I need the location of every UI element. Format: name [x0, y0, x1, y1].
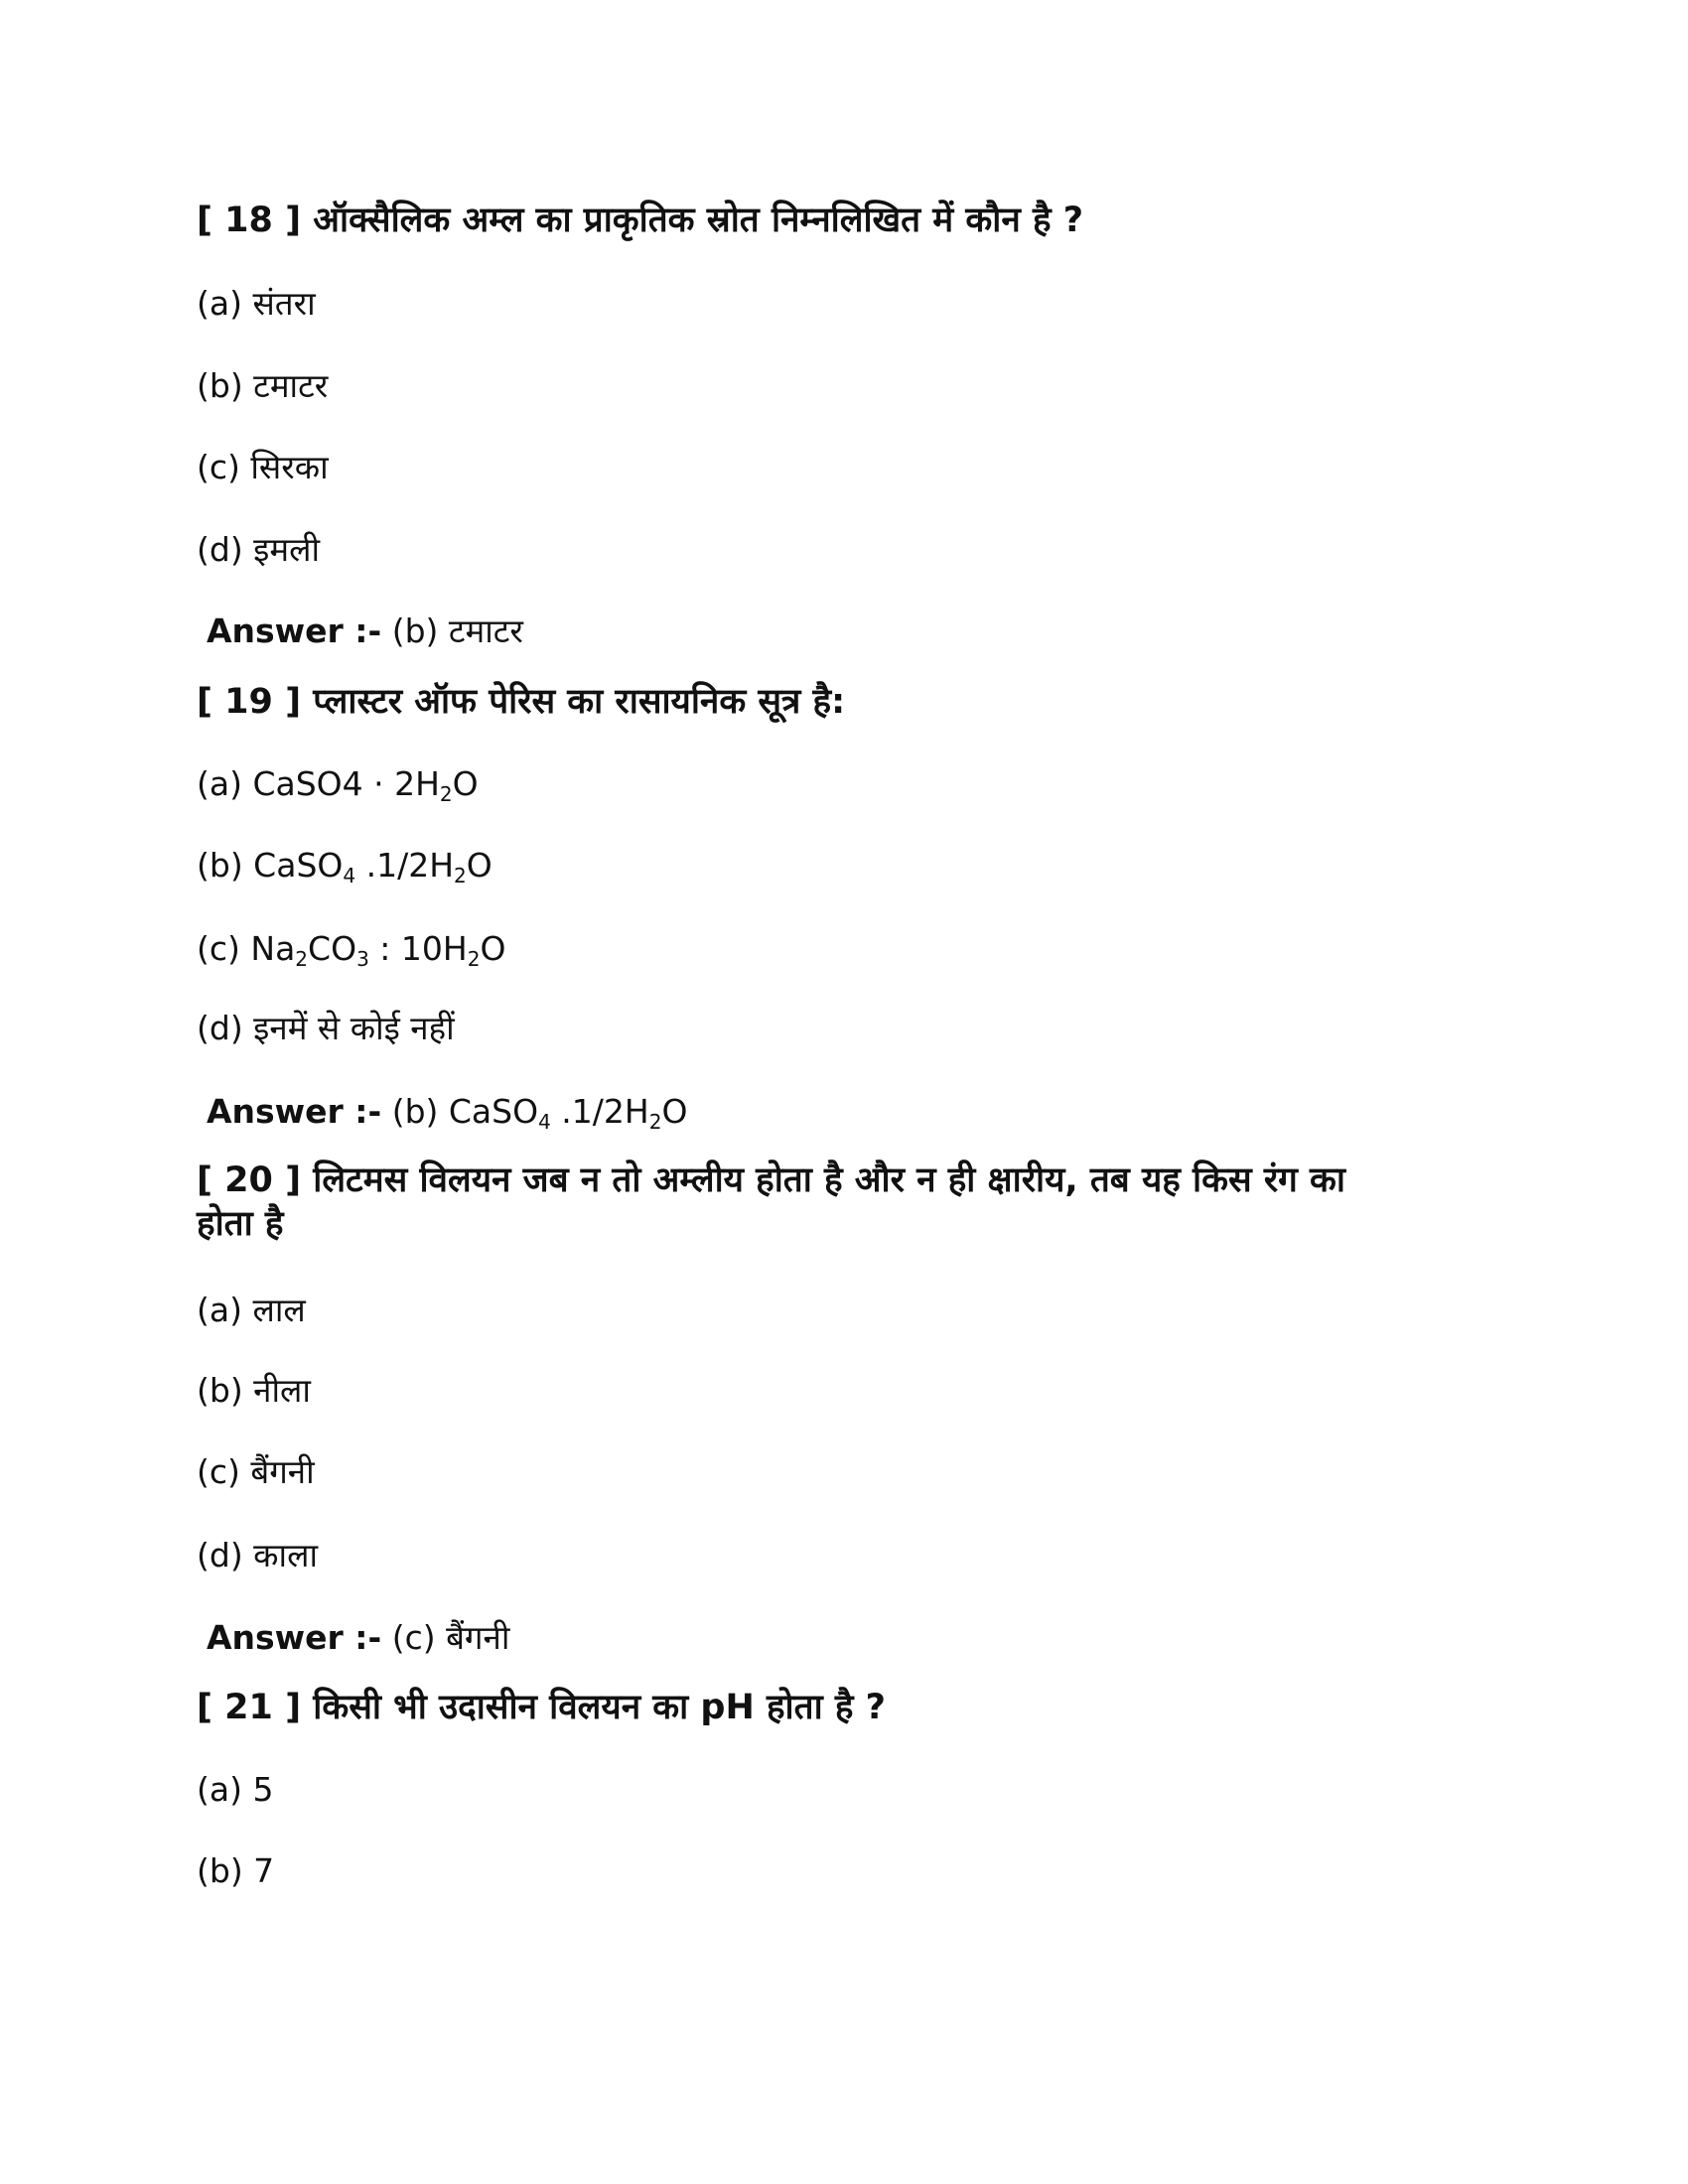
- question-number: [ 19 ]: [197, 682, 302, 722]
- option-a: (a) लाल: [197, 1291, 306, 1329]
- answer-text: (b) टमाटर: [391, 612, 523, 650]
- formula-part: (a) CaSO4 · 2H: [197, 764, 440, 803]
- subscript: 4: [343, 864, 356, 887]
- answer-label: Answer :-: [207, 1092, 382, 1131]
- formula-part: (b) CaSO: [391, 1092, 539, 1131]
- answer-text: (c) बैंगनी: [391, 1618, 510, 1657]
- option-b: [197, 844, 492, 887]
- formula-part: O: [480, 929, 506, 968]
- question-20-heading: [197, 1159, 1345, 1202]
- answer-label: Answer :-: [207, 1618, 382, 1657]
- formula-part: .1/2H: [550, 1092, 649, 1131]
- question-text: किसी भी उदासीन विलयन का pH होता है ?: [313, 1688, 886, 1727]
- answer-line: [207, 1090, 687, 1134]
- question-number: [ 18 ]: [197, 201, 302, 240]
- question-number: [ 21 ]: [197, 1688, 302, 1727]
- option-c: (c) सिरका: [197, 448, 329, 486]
- question-20-heading-cont: होता है: [197, 1204, 284, 1244]
- option-c: (c) बैंगनी: [197, 1452, 315, 1491]
- question-21-heading: [197, 1686, 886, 1729]
- subscript: 2: [454, 864, 467, 887]
- option-d: (d) इनमें से कोई नहीं: [197, 1009, 455, 1047]
- subscript: 2: [467, 947, 481, 971]
- answer-label: Answer :-: [207, 612, 382, 650]
- option-b: (b) 7: [197, 1851, 275, 1890]
- subscript: 3: [356, 947, 369, 971]
- option-b: (b) टमाटर: [197, 366, 329, 405]
- option-b: (b) नीला: [197, 1371, 311, 1410]
- question-number: [ 20 ]: [197, 1160, 302, 1200]
- question-18-heading: [197, 199, 1083, 242]
- formula-part: O: [452, 764, 479, 803]
- subscript: 2: [648, 1110, 662, 1134]
- option-d: (d) काला: [197, 1536, 318, 1574]
- answer-line: [207, 1616, 509, 1660]
- answer-line: [207, 610, 523, 653]
- subscript: 4: [538, 1110, 551, 1134]
- question-text: लिटमस विलयन जब न तो अम्लीय होता है और न ही क्षारीय, तब यह किस रंग का: [313, 1160, 1345, 1200]
- option-a: (a) 5: [197, 1770, 274, 1809]
- formula-part: : 10H: [368, 929, 468, 968]
- subscript: 2: [295, 947, 309, 971]
- option-c: [197, 927, 505, 971]
- formula-part: (b) CaSO: [197, 846, 344, 885]
- formula-part: CO: [308, 929, 357, 968]
- option-a: (a) संतरा: [197, 284, 316, 323]
- question-text: ऑक्सैलिक अम्ल का प्राकृतिक स्रोत निम्नलिखित में कौन है ?: [313, 201, 1084, 240]
- option-a: [197, 762, 479, 806]
- subscript: 2: [439, 782, 453, 806]
- formula-part: O: [466, 846, 492, 885]
- option-d: (d) इमली: [197, 530, 321, 569]
- formula-part: O: [661, 1092, 688, 1131]
- formula-part: (c) Na: [197, 929, 296, 968]
- question-text: प्लास्टर ऑफ पेरिस का रासायनिक सूत्र है:: [313, 682, 846, 722]
- question-19-heading: [197, 680, 845, 724]
- formula-part: .1/2H: [355, 846, 455, 885]
